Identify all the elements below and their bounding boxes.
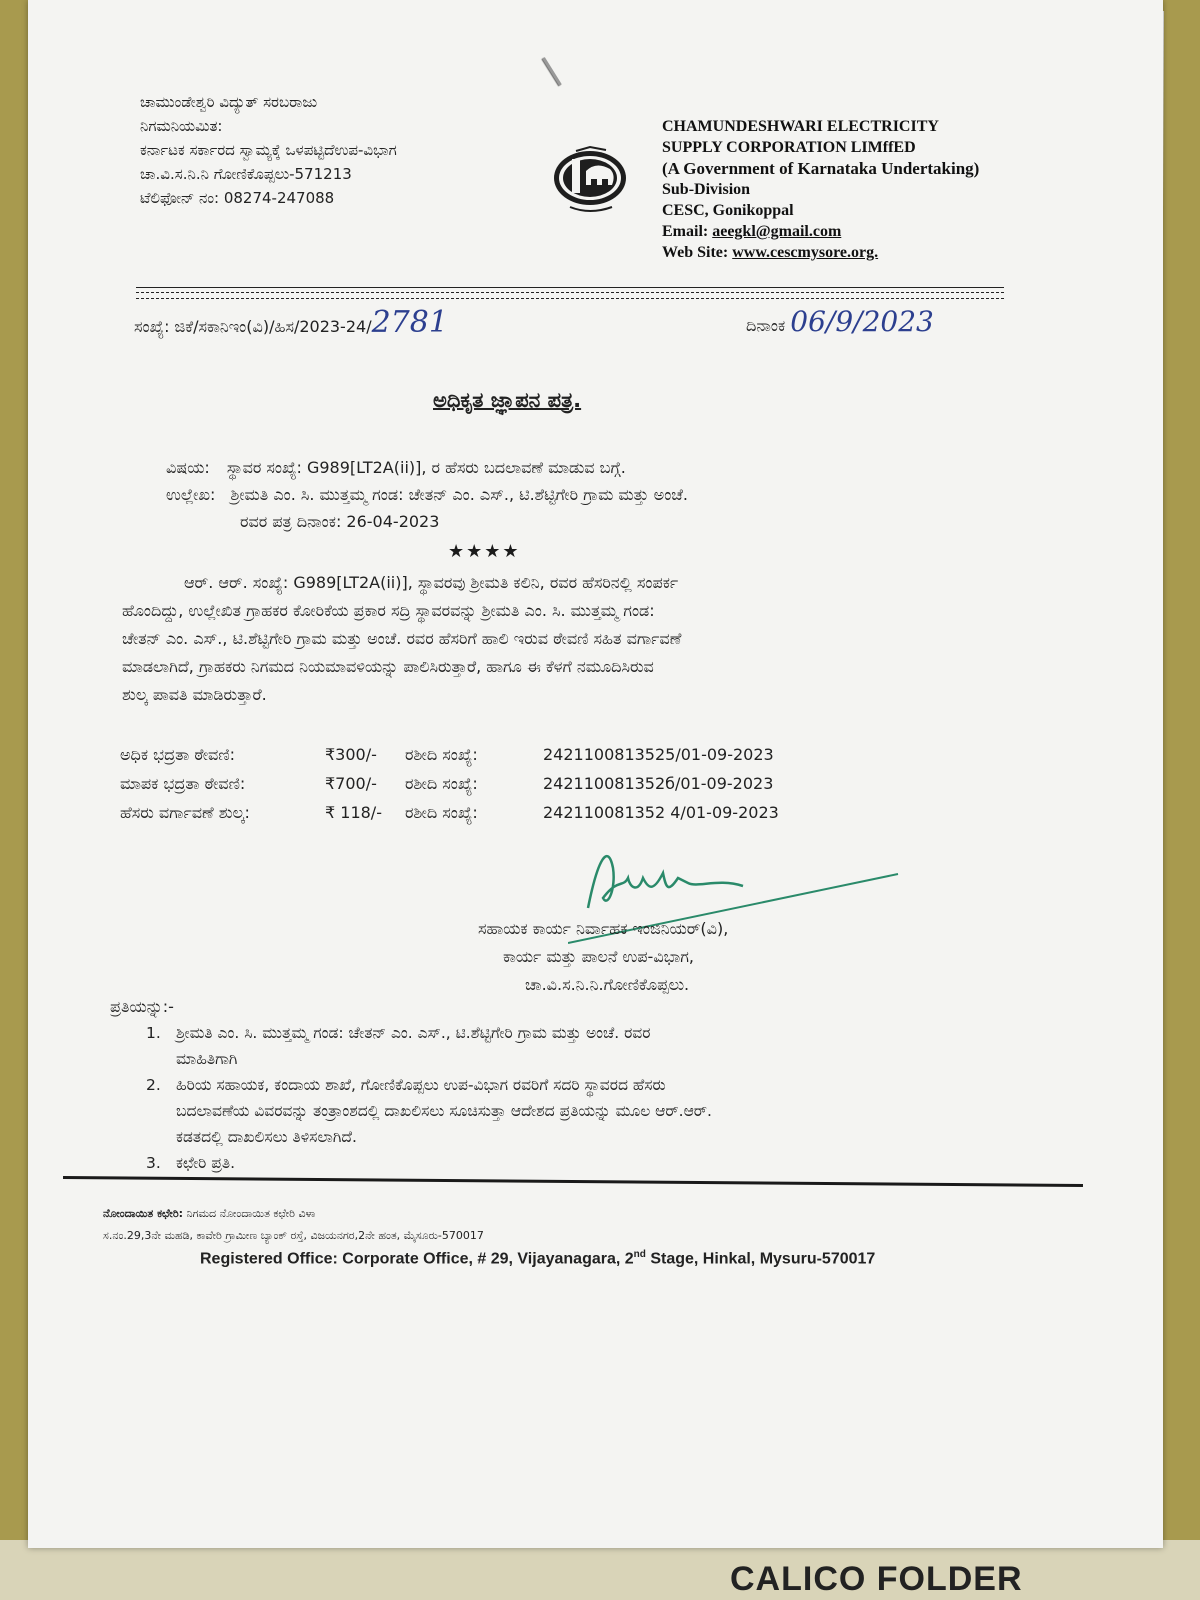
copy-to-item-number: 1. bbox=[146, 1024, 161, 1042]
subject-text: ಸ್ಥಾವರ ಸಂಖ್ಯೆ: G989[LT2A(ii)], ರ ಹೆಸರು ಬದಲಾವಣೆ ಮಾಡುವ ಬಗ್ಗೆ. bbox=[226, 458, 626, 477]
letterhead-kn-line: ಕರ್ನಾಟಕ ಸರ್ಕಾರದ ಸ್ವಾಮ್ಯಕ್ಕೆ ಒಳಪಟ್ಟಿದೆಉಪ-ವಿಭಾಗ bbox=[140, 141, 397, 159]
footer-en-suffix: Stage, Hinkal, Mysuru-570017 bbox=[645, 1250, 876, 1268]
signatory-block bbox=[478, 915, 728, 999]
copy-to-item-line: ಬದಲಾವಣೆಯ ವಿವರವನ್ನು ತಂತ್ರಾಂಶದಲ್ಲಿ ದಾಖಲಿಸಲು ಸೂಚಿಸುತ್ತಾ ಆದೇಶದ ಪ್ರತಿಯನ್ನು ಮೂಲ ಆರ್.ಆರ್. bbox=[176, 1102, 712, 1120]
body-line: ಶುಲ್ಕ ಪಾವತಿ ಮಾಡಿರುತ್ತಾರೆ. bbox=[122, 685, 267, 704]
date-label: ದಿನಾಂಕ bbox=[746, 316, 786, 335]
folder-label: CALICO FOLDER bbox=[730, 1560, 1023, 1598]
copy-to-item-number: 2. bbox=[146, 1076, 161, 1094]
footer-en-prefix: Registered Office: Corporate Office, # 29, Vijayanagara, 2 bbox=[200, 1250, 634, 1268]
cesc-elephant-logo-icon bbox=[550, 145, 636, 215]
email-line bbox=[662, 221, 979, 242]
header-divider-top bbox=[136, 287, 1004, 288]
fee-amount: ₹300/- bbox=[325, 745, 377, 764]
fee-receipt-label: ರಶೀದಿ ಸಂಖ್ಯೆ: bbox=[405, 774, 478, 793]
date-line bbox=[746, 305, 934, 338]
footer-divider bbox=[63, 1176, 1083, 1187]
copy-to-label: ಪ್ರತಿಯನ್ನು:- bbox=[110, 997, 174, 1016]
copy-to-item-number: 3. bbox=[146, 1154, 161, 1172]
letterhead-kn-line: ಚಾಮುಂಡೇಶ್ವರಿ ವಿದ್ಯುತ್ ಸರಬರಾಜು bbox=[140, 93, 318, 111]
reference-text-1: ಶ್ರೀಮತಿ ಎಂ. ಸಿ. ಮುತ್ತಮ್ಮ ಗಂಡ: ಚೇತನ್ ಎಂ. ಎಸ್., ಟಿ.ಶೆಟ್ಟಿಗೇರಿ ಗ್ರಾಮ ಮತ್ತು ಅಂಚೆ. bbox=[230, 485, 688, 504]
footer-kn-text: ನಿಗಮದ ನೋಂದಾಯಿತ ಕಛೇರಿ ವಿಳಾ bbox=[186, 1207, 316, 1220]
reference-label: ಉಲ್ಲೇಖ: bbox=[166, 485, 216, 504]
letterhead-kn-line: ಟೆಲಿಫೋನ್ ನಂ: 08274-247088 bbox=[140, 189, 335, 207]
signatory-line: ಸಹಾಯಕ ಕಾರ್ಯ ನಿರ್ವಾಹಕ ಇಂಜಿನಿಯರ್(ವಿ), bbox=[478, 919, 729, 938]
body-line: ಚೇತನ್ ಎಂ. ಎಸ್., ಟಿ.ಶೆಟ್ಟಿಗೇರಿ ಗ್ರಾಮ ಮತ್ತು ಅಂಚೆ. ರವರ ಹೆಸರಿಗೆ ಹಾಲಿ ಇರುವ ಠೇವಣಿ ಸಹಿತ ವರ್ಗಾವಣೆ bbox=[122, 629, 682, 648]
footer-kn-label: ನೋಂದಾಯಿತ ಕಛೇರಿ: bbox=[103, 1207, 184, 1220]
footer-kannada bbox=[103, 1203, 484, 1247]
letterhead-en-line: SUPPLY CORPORATION LIMffED bbox=[662, 139, 916, 156]
fee-receipt-number: 2421100813525/01-09-2023 bbox=[543, 745, 774, 764]
copy-to-item bbox=[146, 1020, 712, 1072]
copy-to-item-line: ಕಛೇರಿ ಪ್ರತಿ. bbox=[176, 1154, 236, 1172]
copy-to-list bbox=[146, 1020, 712, 1176]
footer-english-address bbox=[200, 1249, 875, 1268]
website-link[interactable]: www.cescmysore.org. bbox=[732, 244, 879, 261]
signatory-line: ಚಾ.ವಿ.ಸ.ನಿ.ನಿ.ಗೋಣಿಕೊಪ್ಪಲು. bbox=[525, 975, 690, 994]
header-divider-bottom bbox=[136, 298, 1004, 299]
body-line: ಮಾಡಲಾಗಿದೆ, ಗ್ರಾಹಕರು ನಿಗಮದ ನಿಯಮಾವಳಿಯನ್ನು ಪಾಲಿಸಿರುತ್ತಾರೆ, ಹಾಗೂ ಈ ಕೆಳಗೆ ನಮೂದಿಸಿರುವ bbox=[122, 657, 654, 676]
header-divider-dashed bbox=[136, 292, 1004, 293]
fee-label: ಅಧಿಕ ಭದ್ರತಾ ಠೇವಣಿ: bbox=[120, 745, 236, 764]
fee-row bbox=[120, 769, 779, 798]
separator-stars: ★★★★ bbox=[448, 541, 521, 562]
fee-receipt-number: 242110081352 4/01-09-2023 bbox=[543, 803, 779, 822]
email-link[interactable]: aeegkl@gmail.com bbox=[712, 223, 842, 240]
copy-to-item bbox=[146, 1072, 712, 1150]
letterhead-kn-line: ಚಾ.ವಿ.ಸ.ನಿ.ನಿ ಗೋಣಿಕೊಪ್ಪಲು-571213 bbox=[140, 165, 352, 183]
reference-number-printed: ಸಂಖ್ಯೆ: ಜಿಕೆ/ಸಕಾನಿಇಂ(ವಿ)/ಹಿಸ/2023-24/ bbox=[134, 317, 372, 336]
letterhead-en-line: Sub-Division bbox=[662, 181, 751, 198]
fee-row bbox=[120, 740, 779, 769]
staple bbox=[542, 57, 562, 86]
fee-amount: ₹ 118/- bbox=[325, 803, 382, 822]
document-title: ಅಧಿಕೃತ ಜ್ಞಾಪನ ಪತ್ರ. bbox=[433, 388, 582, 412]
letterhead-english bbox=[662, 116, 979, 263]
fee-label: ಹೆಸರು ವರ್ಗಾವಣೆ ಶುಲ್ಕ: bbox=[120, 803, 250, 822]
fee-row bbox=[120, 798, 779, 827]
copy-to-item-line: ಹಿರಿಯ ಸಹಾಯಕ, ಕಂದಾಯ ಶಾಖೆ, ಗೋಣಿಕೊಪ್ಪಲು ಉಪ-ವಿಭಾಗ ರವರಿಗೆ ಸದರಿ ಸ್ಥಾವರದ ಹೆಸರು bbox=[176, 1076, 666, 1094]
footer-kn-address: ಸ.ನಂ.29,3ನೇ ಮಹಡಿ, ಕಾವೇರಿ ಗ್ರಾಮೀಣ ಬ್ಯಾಂಕ್ ರಸ್ತೆ, ವಿಜಯನಗರ,2ನೇ ಹಂತ, ಮೈಸೂರು-570017 bbox=[103, 1229, 484, 1242]
signatory-line: ಕಾರ್ಯ ಮತ್ತು ಪಾಲನೆ ಉಪ-ವಿಭಾಗ, bbox=[503, 947, 694, 966]
letterhead-en-line: CESC, Gonikoppal bbox=[662, 202, 794, 219]
date-handwritten: 06/9/2023 bbox=[790, 305, 934, 338]
fee-receipt-label: ರಶೀದಿ ಸಂಖ್ಯೆ: bbox=[405, 745, 478, 764]
letterhead-en-line: (A Government of Karnataka Undertaking) bbox=[662, 159, 980, 178]
reference-line bbox=[166, 485, 688, 505]
footer-en-sup: nd bbox=[633, 1249, 646, 1260]
body-line: ಆರ್. ಆರ್. ಸಂಖ್ಯೆ: G989[LT2A(ii)], ಸ್ಥಾವರವು ಶ್ರೀಮತಿ ಕಲಿನಿ, ರವರ ಹೆಸರಿನಲ್ಲಿ ಸಂಪರ್ಕ bbox=[184, 573, 679, 592]
copy-to-item-line: ಮಾಹಿತಿಗಾಗಿ bbox=[176, 1050, 238, 1068]
document-page bbox=[28, 0, 1163, 1548]
body-line: ಹೊಂದಿದ್ದು, ಉಲ್ಲೇಖಿತ ಗ್ರಾಹಕರ ಕೋರಿಕೆಯ ಪ್ರಕಾರ ಸದ್ರಿ ಸ್ಥಾವರವನ್ನು ಶ್ರೀಮತಿ ಎಂ. ಸಿ. ಮುತ್ತಮ್ಮ ಗಂಡ: bbox=[122, 601, 655, 620]
copy-to-item-line: ಶ್ರೀಮತಿ ಎಂ. ಸಿ. ಮುತ್ತಮ್ಮ ಗಂಡ: ಚೇತನ್ ಎಂ. ಎಸ್., ಟಿ.ಶೆಟ್ಟಿಗೇರಿ ಗ್ರಾಮ ಮತ್ತು ಅಂಚೆ. ರವರ bbox=[176, 1024, 651, 1042]
reference-number-handwritten: 2781 bbox=[371, 305, 448, 340]
copy-to-item bbox=[146, 1150, 712, 1176]
reference-number-line bbox=[134, 305, 448, 340]
website-line bbox=[662, 242, 979, 263]
letterhead-kn-line: ನಿಗಮನಿಯಮಿತ: bbox=[140, 117, 223, 135]
body-paragraph bbox=[122, 569, 1002, 709]
copy-to-item-line: ಕಡತದಲ್ಲಿ ದಾಖಲಿಸಲು ತಿಳಿಸಲಾಗಿದೆ. bbox=[176, 1128, 357, 1146]
letterhead-en-line: CHAMUNDESHWARI ELECTRICITY bbox=[662, 118, 939, 135]
reference-text-2: ರವರ ಪತ್ರ ದಿನಾಂಕ: 26-04-2023 bbox=[240, 512, 440, 531]
fees-list bbox=[120, 740, 779, 827]
subject-line bbox=[166, 458, 626, 478]
letterhead-kannada bbox=[140, 90, 397, 210]
fee-label: ಮಾಪಕ ಭದ್ರತಾ ಠೇವಣಿ: bbox=[120, 774, 246, 793]
email-label: Email: bbox=[662, 223, 709, 240]
fee-receipt-label: ರಶೀದಿ ಸಂಖ್ಯೆ: bbox=[405, 803, 478, 822]
fee-receipt-number: 242110081352б/01-09-2023 bbox=[543, 774, 774, 793]
website-label: Web Site: bbox=[662, 244, 729, 261]
fee-amount: ₹700/- bbox=[325, 774, 377, 793]
subject-label: ವಿಷಯ: bbox=[166, 458, 210, 477]
